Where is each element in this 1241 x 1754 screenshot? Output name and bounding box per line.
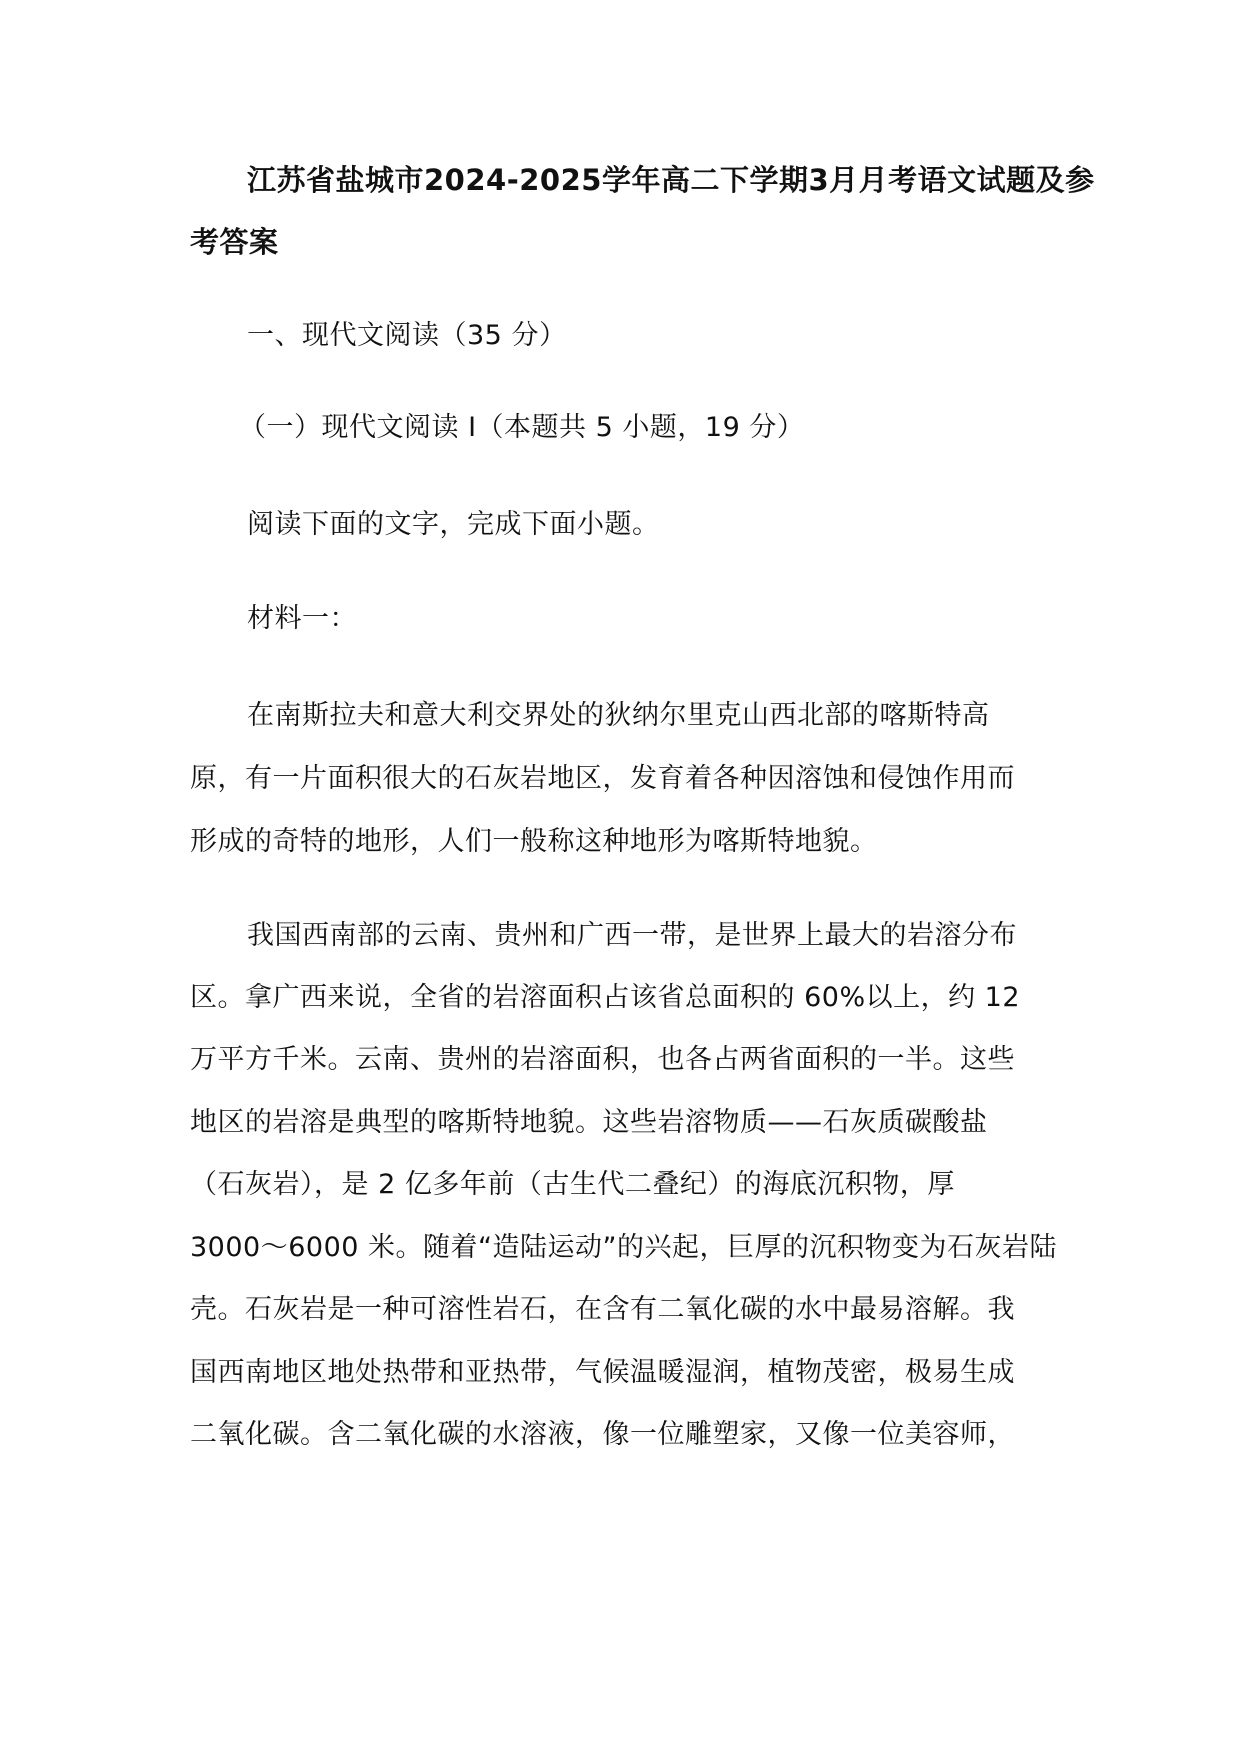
paragraph-line: 国西南地区地处热带和亚热带，气候温暖湿润，植物茂密，极易生成 [190,1357,1015,1388]
paragraph-line: 地区的岩溶是典型的喀斯特地貌。这些岩溶物质——石灰质碳酸盐 [190,1107,988,1138]
paragraph-line: 原，有一片面积很大的石灰岩地区，发育着各种因溶蚀和侵蚀作用而 [190,763,1015,794]
document-title-line-2: 考答案 [190,225,279,259]
paragraph-line: 万平方千米。云南、贵州的岩溶面积，也各占两省面积的一半。这些 [190,1044,1015,1075]
paragraph-line: 二氧化碳。含二氧化碳的水溶液，像一位雕塑家，又像一位美容师， [190,1419,1015,1450]
paragraph-line: （石灰岩），是 2 亿多年前（古生代二叠纪）的海底沉积物，厚 [190,1169,955,1200]
section-heading: 一、现代文阅读（35 分） [247,320,567,351]
paragraph-line: 3000～6000 米。随着“造陆运动”的兴起，巨厚的沉积物变为石灰岩陆 [190,1232,1057,1263]
reading-instruction: 阅读下面的文字，完成下面小题。 [247,509,660,540]
paragraph-line: 形成的奇特的地形，人们一般称这种地形为喀斯特地貌。 [190,826,878,857]
document-title-line-1: 江苏省盐城市2024-2025学年高二下学期3月月考语文试题及参 [247,163,1095,197]
material-label: 材料一： [247,603,357,634]
paragraph-line: 区。拿广西来说，全省的岩溶面积占该省总面积的 60%以上，约 12 [190,982,1021,1013]
subsection-heading: （一）现代文阅读 I（本题共 5 小题，19 分） [239,412,805,443]
paragraph-line: 我国西南部的云南、贵州和广西一带，是世界上最大的岩溶分布 [247,920,1017,951]
paragraph-line: 在南斯拉夫和意大利交界处的狄纳尔里克山西北部的喀斯特高 [247,700,990,731]
paragraph-line: 壳。石灰岩是一种可溶性岩石，在含有二氧化碳的水中最易溶解。我 [190,1294,1015,1325]
